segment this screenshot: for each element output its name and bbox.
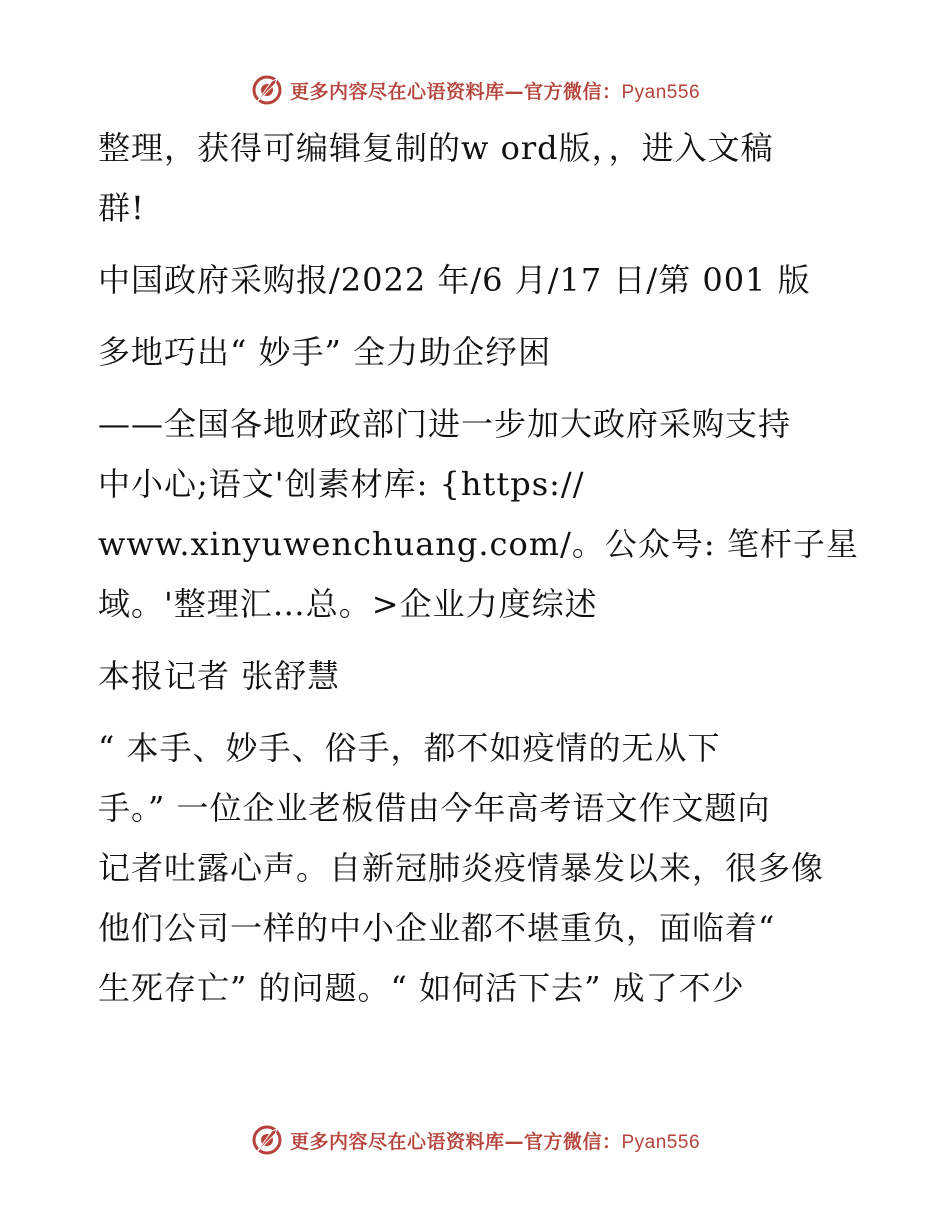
footer-watermark-text	[290, 1127, 700, 1154]
footer-watermark-banner	[0, 1120, 950, 1160]
quill-seal-icon	[250, 1123, 284, 1157]
document-body	[98, 118, 858, 1018]
source-line: 中国政府采购报/2022 年/6 月/17 日/第 001 版	[98, 261, 811, 299]
footer-watermark-label: 更多内容尽在心语资料库—官方微信：	[289, 1130, 622, 1153]
intro-line-2: 群!	[98, 189, 145, 227]
header-watermark-text	[290, 77, 700, 104]
intro-line-1: 整理，获得可编辑复制的w ord版，，进入文稿	[98, 129, 774, 167]
body-line-3: 记者吐露心声。自新冠肺炎疫情暴发以来，很多像	[98, 849, 825, 887]
article-title: 多地巧出“ 妙手” 全力助企纾困	[98, 333, 552, 371]
header-watermark-label: 更多内容尽在心语资料库—官方微信：	[289, 80, 622, 103]
subtitle-line-3: www.xinyuwenchuang.com/。公众号: 笔杆子星	[98, 525, 859, 563]
header-watermark-banner	[0, 70, 950, 110]
body-line-2: 手。” 一位企业老板借由今年高考语文作文题向	[98, 789, 771, 827]
subtitle-line-1: ——全国各地财政部门进一步加大政府采购支持	[98, 405, 792, 443]
subtitle-line-4: 域。'整理汇…总。>企业力度综述	[98, 585, 598, 623]
subtitle-line-2: 中小心;语文'创素材库: {https://	[98, 465, 585, 503]
footer-watermark-id: Pyan556	[621, 1131, 701, 1153]
byline: 本报记者 张舒慧	[98, 657, 341, 695]
body-line-1: “ 本手、妙手、俗手，都不如疫情的无从下	[98, 729, 721, 767]
body-line-5: 生死存亡” 的问题。“ 如何活下去” 成了不少	[98, 969, 745, 1007]
quill-seal-icon	[250, 73, 284, 107]
body-line-4: 他们公司一样的中小企业都不堪重负，面临着“	[98, 909, 776, 947]
header-watermark-id: Pyan556	[621, 81, 701, 103]
